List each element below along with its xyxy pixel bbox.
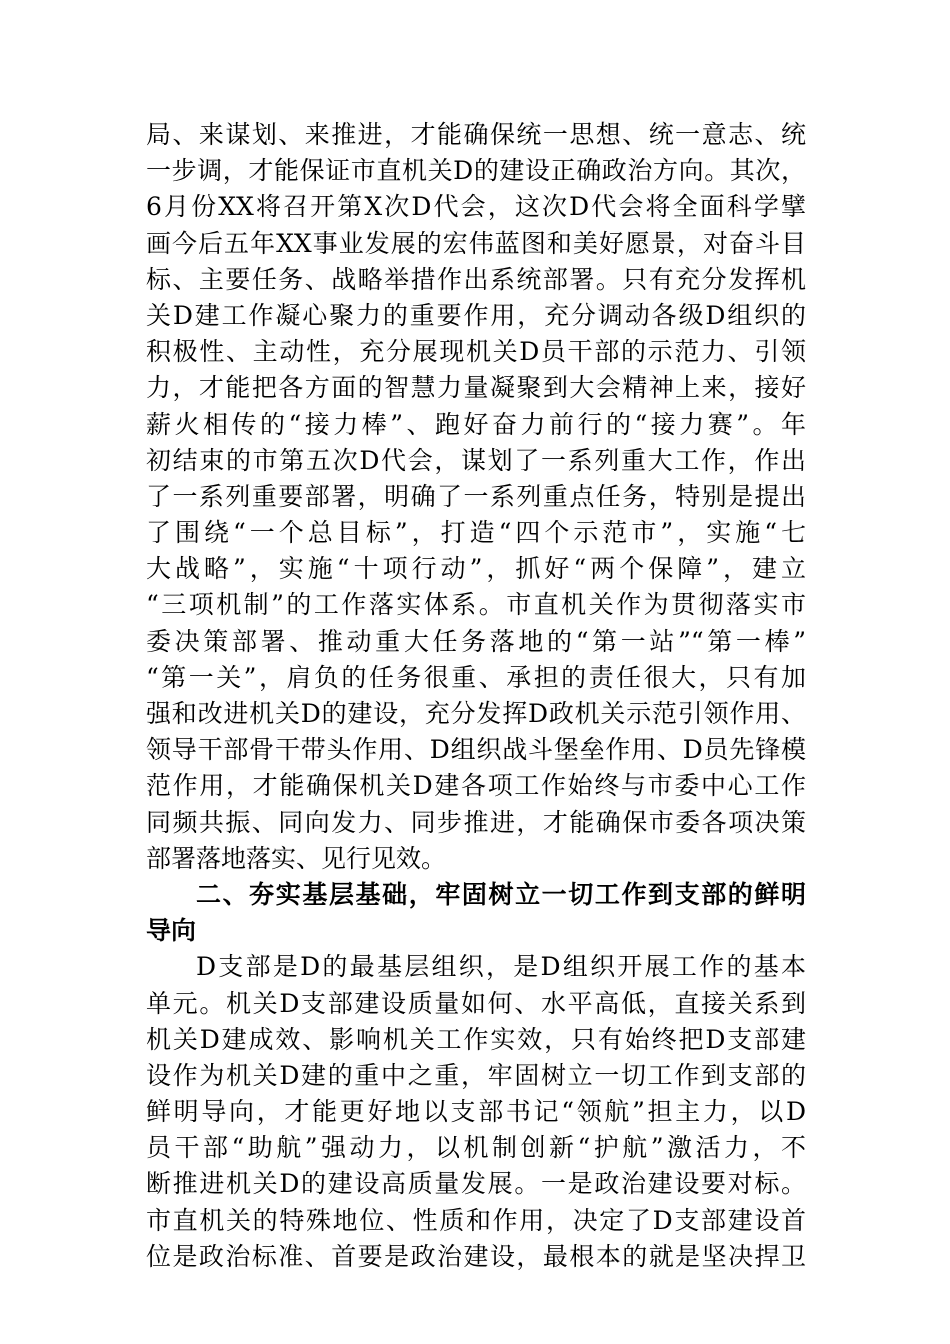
text-line: 机关D建成效、影响机关工作实效，只有始终把D支部建 — [146, 1024, 806, 1054]
text-line: 积极性、主动性，充分展现机关D员干部的示范力、引领 — [146, 337, 806, 367]
text-line: 大战略”，实施“十项行动”，抓好“两个保障”，建立 — [146, 554, 806, 584]
text-line: 委决策部署、推动重大任务落地的“第一站”“第一棒” — [146, 626, 806, 656]
text-line: 员干部“助航”强动力，以机制创新“护航”激活力，不 — [146, 1133, 806, 1163]
text-line: 标、主要任务、战略举措作出系统部署。只有充分发挥机 — [146, 264, 806, 294]
paragraph-section-two — [146, 949, 806, 1275]
text-line: 一步调，才能保证市直机关D的建设正确政治方向。其次， — [146, 156, 806, 186]
text-line: 同频共振、同向发力、同步推进，才能确保市委各项决策 — [146, 807, 806, 837]
text-line: “第一关”，肩负的任务很重、承担的责任很大，只有加 — [146, 662, 806, 692]
text-line: D支部是D的最基层组织，是D组织开展工作的基本 — [196, 952, 806, 982]
text-line: 了围绕“一个总目标”，打造“四个示范市”，实施“七 — [146, 518, 806, 548]
text-line: 部署落地落实、见行见效。 — [146, 843, 447, 873]
text-line: 薪火相传的“接力棒”、跑好奋力前行的“接力赛”。年 — [146, 409, 806, 439]
text-line: 力，才能把各方面的智慧力量凝聚到大会精神上来，接好 — [146, 373, 806, 403]
text-line: 市直机关的特殊地位、性质和作用，决定了D支部建设首 — [146, 1205, 806, 1235]
heading-line: 二、夯实基层基础，牢固树立一切工作到支部的鲜明 — [196, 879, 806, 909]
heading-line: 导向 — [146, 916, 197, 946]
text-line: 了一系列重要部署，明确了一系列重点任务，特别是提出 — [146, 481, 806, 511]
section-heading — [146, 877, 806, 949]
text-line: “三项机制”的工作落实体系。市直机关作为贯彻落实市 — [146, 590, 806, 620]
text-line: 单元。机关D支部建设质量如何、水平高低，直接关系到 — [146, 988, 806, 1018]
text-line: 设作为机关D建的重中之重，牢固树立一切工作到支部的 — [146, 1060, 806, 1090]
text-line: 范作用，才能确保机关D建各项工作始终与市委中心工作 — [146, 771, 806, 801]
text-line: 鲜明导向，才能更好地以支部书记“领航”担主力，以D — [146, 1097, 806, 1127]
body-text — [146, 117, 806, 1275]
text-line: 强和改进机关D的建设，充分发挥D政机关示范引领作用、 — [146, 699, 806, 728]
text-line: 领导干部骨干带头作用、D组织战斗堡垒作用、D员先锋模 — [146, 735, 806, 765]
text-line: 关D建工作凝心聚力的重要作用，充分调动各级D组织的 — [146, 300, 806, 330]
text-line: 画今后五年XX事业发展的宏伟蓝图和美好愿景，对奋斗目 — [146, 228, 806, 258]
text-line: 初结束的市第五次D代会，谋划了一系列重大工作，作出 — [146, 445, 806, 475]
text-line: 局、来谋划、来推进，才能确保统一思想、统一意志、统 — [146, 120, 806, 149]
text-line: 断推进机关D的建设高质量发展。一是政治建设要对标。 — [146, 1169, 806, 1199]
text-line: 6月份XX将召开第X次D代会，这次D代会将全面科学擘 — [146, 192, 806, 222]
paragraph-continued — [146, 117, 806, 877]
text-line: 位是政治标准、首要是政治建设，最根本的就是坚决捍卫 — [146, 1241, 806, 1271]
